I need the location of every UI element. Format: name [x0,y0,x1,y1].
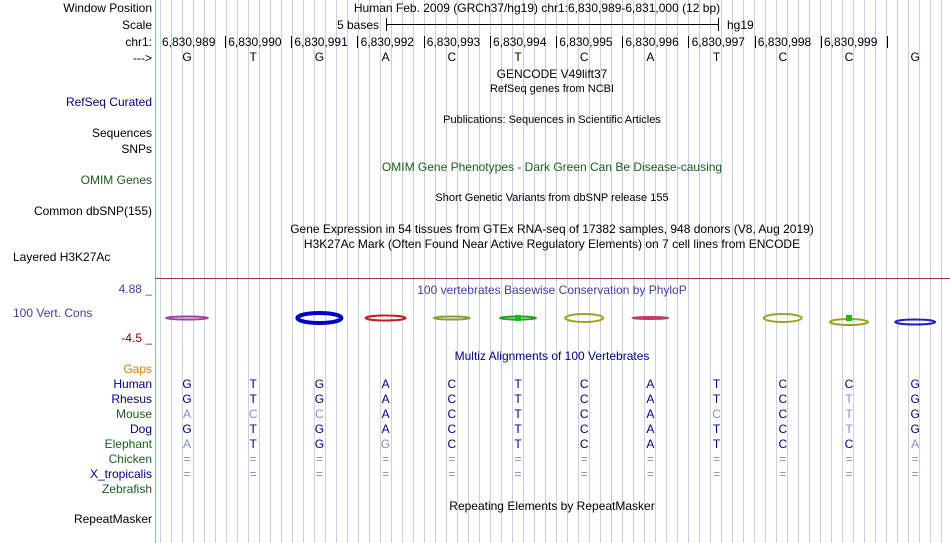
alignment-base: G [910,422,920,436]
alignment-base: = [646,467,654,481]
alignment-base: = [448,452,456,466]
alignment-base: T [712,437,721,451]
window-position-label: Window Position [63,1,152,15]
alignment-base: G [910,377,920,391]
alignment-base: C [447,377,457,391]
alignment-base: T [712,392,721,406]
alignment-base: C [579,422,589,436]
ruler-position-label: 6,830,998 [757,35,812,49]
conservation-square [515,315,521,321]
species-label-zebrafish[interactable]: Zebrafish [101,482,152,496]
conservation-mark [166,317,208,320]
species-label-rhesus[interactable]: Rhesus [111,392,152,406]
alignment-base: A [381,377,390,391]
alignment-base: T [514,437,522,451]
alignment-base: T [249,437,257,451]
conservation-mark [297,313,341,323]
species-label-elephant[interactable]: Elephant [104,437,152,451]
conservation-square [846,315,852,321]
sequence-base: C [844,50,854,64]
omim-track-title[interactable]: OMIM Gene Phenotypes - Dark Green Can Be Disease-causing [381,160,723,174]
alignment-base: T [249,392,257,406]
phylop-max-label: 4.88 _ [118,282,152,296]
alignment-base: A [381,407,390,421]
alignment-base: A [646,392,655,406]
conservation-mark [895,320,935,325]
species-label-human[interactable]: Human [113,377,152,391]
ruler-position-label: 6,830,992 [360,35,414,49]
alignment-base: A [182,407,191,421]
alignment-base: = [514,467,522,481]
alignment-base: A [646,437,655,451]
alignment-base: T [712,422,721,436]
alignment-base: = [911,452,919,466]
alignment-base: = [382,452,390,466]
sequence-base: A [381,50,390,64]
phylop-min-label: -4.5 _ [121,331,152,345]
alignment-base: A [182,437,191,451]
alignment-base: = [779,467,787,481]
alignment-base: G [314,422,325,436]
alignment-base: C [447,422,457,436]
alignment-base: A [646,422,655,436]
ruler-position-label: 6,830,995 [559,35,613,49]
alignment-base: C [447,437,457,451]
vert-cons-label[interactable]: 100 Vert. Cons [13,306,93,320]
alignment-base: = [580,467,588,481]
gencode-track-title[interactable]: GENCODE V49lift37 [496,67,608,81]
refseq-track-title[interactable]: RefSeq genes from NCBI [489,83,615,95]
alignment-base: = [514,452,522,466]
conservation-mark [632,317,668,319]
alignment-base: = [382,467,390,481]
species-label-x-tropicalis[interactable]: X_tropicalis [89,467,152,481]
omim-genes-label[interactable]: OMIM Genes [80,173,152,187]
common-dbsnp-label[interactable]: Common dbSNP(155) [33,204,152,218]
alignment-base: C [579,377,589,391]
ruler-position-label: 6,830,989 [162,35,216,49]
alignment-base: G [182,422,192,436]
ruler-position-label: 6,830,997 [691,35,745,49]
alignment-base: = [315,452,323,466]
sequence-base: G [314,50,325,64]
alignment-base: = [911,467,919,481]
repeatmasker-label[interactable]: RepeatMasker [73,512,152,526]
alignment-base: = [249,452,257,466]
snps-label[interactable]: SNPs [121,142,152,156]
alignment-base: C [844,437,854,451]
alignment-base: T [514,407,522,421]
alignment-base: = [448,467,456,481]
ruler-position-label: 6,830,990 [228,35,282,49]
alignment-base: G [314,377,325,391]
sequence-base: G [182,50,192,64]
sequences-label[interactable]: Sequences [91,126,152,140]
scale-bar-text: 5 bases [337,18,380,32]
sequence-base: C [778,50,788,64]
repeatmasker-track-title[interactable]: Repeating Elements by RepeatMasker [449,499,655,513]
sequence-base: T [249,50,257,64]
dbsnp-track-title[interactable]: Short Genetic Variants from dbSNP release 155 [435,192,669,204]
alignment-base: C [778,407,788,421]
alignment-base: G [314,392,325,406]
alignment-base: T [845,407,853,421]
alignment-base: C [579,407,589,421]
multiz-track-title[interactable]: Multiz Alignments of 100 Vertebrates [454,349,650,363]
species-label-chicken[interactable]: Chicken [108,452,152,466]
sequence-base: G [910,50,920,64]
alignment-base: A [381,392,390,406]
alignment-base: C [778,392,788,406]
ruler-position-label: 6,830,996 [625,35,679,49]
alignment-base: C [778,377,788,391]
alignment-base: A [911,437,920,451]
ruler-position-label: 6,830,991 [294,35,348,49]
alignment-base: = [183,467,191,481]
conservation-mark [764,314,802,322]
alignment-base: C [579,392,589,406]
alignment-base: G [182,392,192,406]
layered-h3k27ac-label[interactable]: Layered H3K27Ac [13,250,111,264]
alignment-base: C [778,422,788,436]
alignment-base: C [778,437,788,451]
alignment-base: C [248,407,258,421]
alignment-base: G [182,377,192,391]
scale-assembly: hg19 [727,18,754,32]
alignment-base: T [249,422,257,436]
sequence-base: C [447,50,457,64]
alignment-base: = [249,467,257,481]
species-label-dog[interactable]: Dog [129,422,152,436]
alignment-base: = [646,452,654,466]
alignment-base: = [713,467,721,481]
ruler-position-label: 6,830,999 [824,35,878,49]
sequence-base: A [646,50,655,64]
alignment-base: = [713,452,721,466]
alignment-base: G [910,407,920,421]
chrom-label: chr1: [125,35,152,49]
alignment-base: = [845,452,853,466]
gaps-label: Gaps [123,362,152,376]
publications-track-title[interactable]: Publications: Sequences in Scientific Articles [443,114,661,126]
alignment-base: = [183,452,191,466]
scale-label: Scale [121,18,152,32]
alignment-base: = [845,467,853,481]
sequence-base: T [712,50,721,64]
h3k27ac-track-title[interactable]: H3K27Ac Mark (Often Found Near Active Regulatory Elements) on 7 cell lines from ENCODE [303,237,801,251]
alignment-base: C [712,407,721,421]
alignment-base: T [514,422,522,436]
alignment-base: A [646,377,655,391]
alignment-base: C [844,377,854,391]
sequence-base: C [579,50,589,64]
alignment-base: = [315,467,323,481]
window-position-value: Human Feb. 2009 (GRCh37/hg19) chr1:6,830,989-6,831,000 (12 bp) [353,1,721,15]
alignment-base: = [580,452,588,466]
gtex-track-title[interactable]: Gene Expression in 54 tissues from GTEx RNA-seq of 17382 samples, 948 donors (V8, Aug 2019) [290,222,814,236]
alignment-base: G [380,437,391,451]
conservation-mark [366,316,406,321]
alignment-base: A [381,422,390,436]
alignment-base: = [779,452,787,466]
phylop-track-title[interactable]: 100 vertebrates Basewise Conservation by PhyloP [417,283,687,297]
alignment-base: T [845,422,853,436]
alignment-base: G [910,392,920,406]
species-label-mouse[interactable]: Mouse [115,407,152,421]
alignment-base: A [646,407,655,421]
ruler-position-label: 6,830,994 [493,35,547,49]
alignment-base: C [447,407,457,421]
conservation-mark [434,317,470,320]
alignment-base: T [712,377,721,391]
strand-label: ---> [133,51,152,65]
alignment-base: C [315,407,324,421]
alignment-base: T [514,377,522,391]
alignment-base: G [314,437,325,451]
alignment-base: T [249,377,257,391]
ruler-position-label: 6,830,993 [426,35,481,49]
conservation-mark [565,314,603,322]
alignment-base: C [579,437,589,451]
alignment-base: T [845,392,853,406]
refseq-curated-label[interactable]: RefSeq Curated [65,95,152,109]
alignment-base: C [447,392,457,406]
sequence-base: T [514,50,522,64]
alignment-base: T [514,392,522,406]
